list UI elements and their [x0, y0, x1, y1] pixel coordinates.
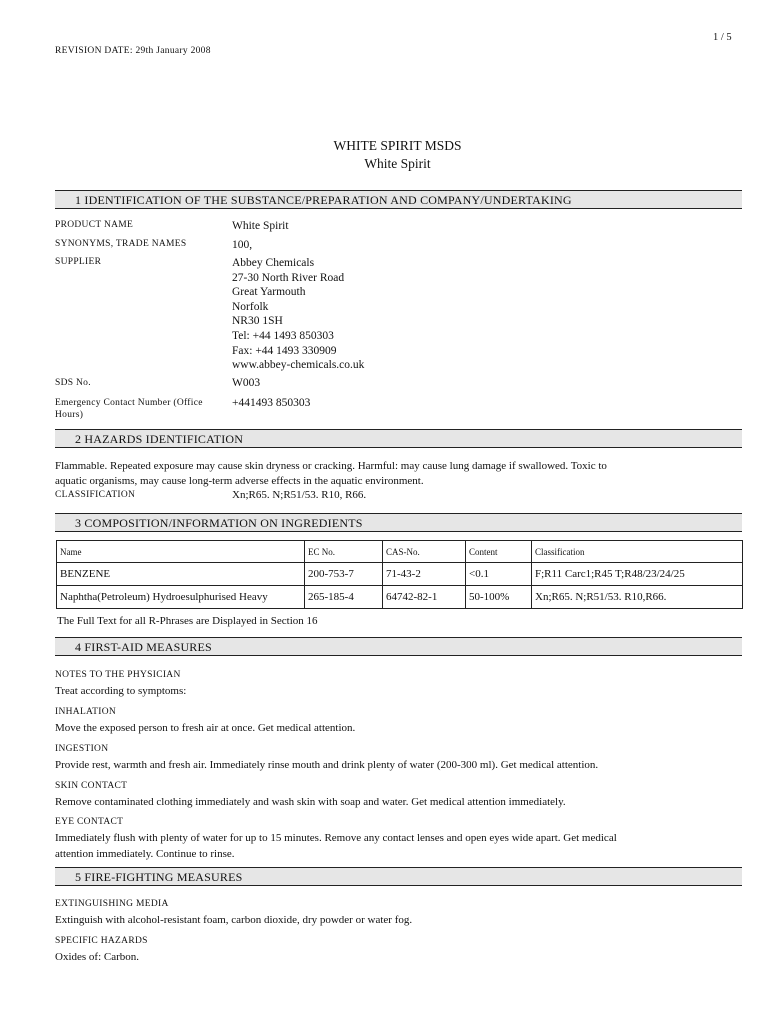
sds-value: W003 — [232, 377, 261, 389]
table-cell: BENZENE — [57, 563, 305, 586]
section-2-title: 2 HAZARDS IDENTIFICATION — [75, 432, 244, 446]
classification-label: CLASSIFICATION — [55, 490, 136, 500]
table-cell: 64742-82-1 — [383, 586, 466, 609]
eye-contact-label: EYE CONTACT — [55, 817, 124, 827]
extinguishing-media-text: Extinguish with alcohol-resistant foam, carbon dioxide, dry powder or water fog. — [55, 914, 413, 926]
section-3-title: 3 COMPOSITION/INFORMATION ON INGREDIENTS — [75, 516, 363, 530]
physician-text: Treat according to symptoms: — [55, 685, 187, 697]
sds-label: SDS No. — [55, 378, 91, 388]
eye-contact-text-line-1: Immediately flush with plenty of water for up to 15 minutes. Remove any contact lenses and open eyes wide apart. Get medical — [55, 832, 617, 844]
section-5-title: 5 FIRE-FIGHTING MEASURES — [75, 870, 243, 884]
supplier-line: NR30 1SH — [232, 315, 283, 328]
table-cell: 71-43-2 — [383, 563, 466, 586]
inhalation-text: Move the exposed person to fresh air at once. Get medical attention. — [55, 722, 356, 734]
physician-label: NOTES TO THE PHYSICIAN — [55, 670, 181, 680]
table-cell: F;R11 Carc1;R45 T;R48/23/24/25 — [532, 563, 743, 586]
supplier-line: Norfolk — [232, 300, 269, 313]
emergency-label: Emergency Contact Number (Office Hours) — [55, 398, 203, 420]
supplier-label: SUPPLIER — [55, 257, 102, 267]
ingredients-table — [56, 540, 743, 609]
revision-date: REVISION DATE: 29th January 2008 — [55, 46, 211, 56]
ingestion-label: INGESTION — [55, 744, 109, 754]
hazards-text-line-1: Flammable. Repeated exposure may cause skin dryness or cracking. Harmful: may cause lung damage if swallowed. Toxic to — [55, 460, 607, 472]
table-row — [57, 563, 743, 586]
supplier-website: www.abbey-chemicals.co.uk — [232, 359, 365, 372]
r-phrases-note: The Full Text for all R-Phrases are Displayed in Section 16 — [57, 615, 318, 627]
ingestion-text: Provide rest, warmth and fresh air. Immediately rinse mouth and drink plenty of water (200-300 ml). Get medical attention. — [55, 759, 599, 771]
specific-hazards-label: SPECIFIC HAZARDS — [55, 936, 148, 946]
column-header: EC No. — [305, 541, 383, 563]
supplier-line: Fax: +44 1493 330909 — [232, 344, 337, 357]
supplier-address — [232, 256, 364, 373]
skin-contact-text: Remove contaminated clothing immediately and wash skin with soap and water. Get medical attention immediately. — [55, 796, 566, 808]
specific-hazards-text: Oxides of: Carbon. — [55, 951, 140, 963]
table-cell: Naphtha(Petroleum) Hydroesulphurised Heavy — [57, 586, 305, 609]
inhalation-label: INHALATION — [55, 707, 117, 717]
section-4-header — [55, 637, 742, 656]
document-subtitle: White Spirit — [364, 156, 431, 171]
section-2-header — [55, 429, 742, 448]
eye-contact-text-line-2: attention immediately. Continue to rinse. — [55, 848, 235, 860]
table-cell: Xn;R65. N;R51/53. R10,R66. — [532, 586, 743, 609]
table-cell: 50-100% — [466, 586, 532, 609]
skin-contact-label: SKIN CONTACT — [55, 781, 128, 791]
section-3-header — [55, 513, 742, 532]
column-header: Classification — [532, 541, 743, 563]
classification-value: Xn;R65. N;R51/53. R10, R66. — [232, 489, 367, 501]
table-row — [57, 586, 743, 609]
column-header: Content — [466, 541, 532, 563]
document-title: WHITE SPIRIT MSDS — [333, 138, 462, 153]
product-name-value: White Spirit — [232, 220, 289, 232]
section-1-header — [55, 190, 742, 209]
column-header: CAS-No. — [383, 541, 466, 563]
section-1-title: 1 IDENTIFICATION OF THE SUBSTANCE/PREPARATION AND COMPANY/UNDERTAKING — [75, 193, 572, 207]
synonyms-value: 100, — [232, 239, 253, 251]
supplier-line: 27-30 North River Road — [232, 271, 345, 284]
table-header-row — [57, 541, 743, 563]
table-cell: <0.1 — [466, 563, 532, 586]
section-4-title: 4 FIRST-AID MEASURES — [75, 640, 212, 654]
synonyms-label: SYNONYMS, TRADE NAMES — [55, 239, 187, 249]
supplier-line: Abbey Chemicals — [232, 257, 315, 269]
extinguishing-media-label: EXTINGUISHING MEDIA — [55, 899, 169, 909]
emergency-value: +441493 850303 — [232, 397, 311, 409]
supplier-line: Great Yarmouth — [232, 286, 306, 299]
supplier-line: Tel: +44 1493 850303 — [232, 329, 334, 342]
table-cell: 265-185-4 — [305, 586, 383, 609]
column-header: Name — [57, 541, 305, 563]
section-5-header — [55, 867, 742, 886]
table-cell: 200-753-7 — [305, 563, 383, 586]
product-name-label: PRODUCT NAME — [55, 220, 134, 230]
hazards-text-line-2: aquatic organisms, may cause long-term adverse effects in the aquatic environment. — [55, 475, 424, 487]
page-number: 1 / 5 — [713, 32, 732, 43]
